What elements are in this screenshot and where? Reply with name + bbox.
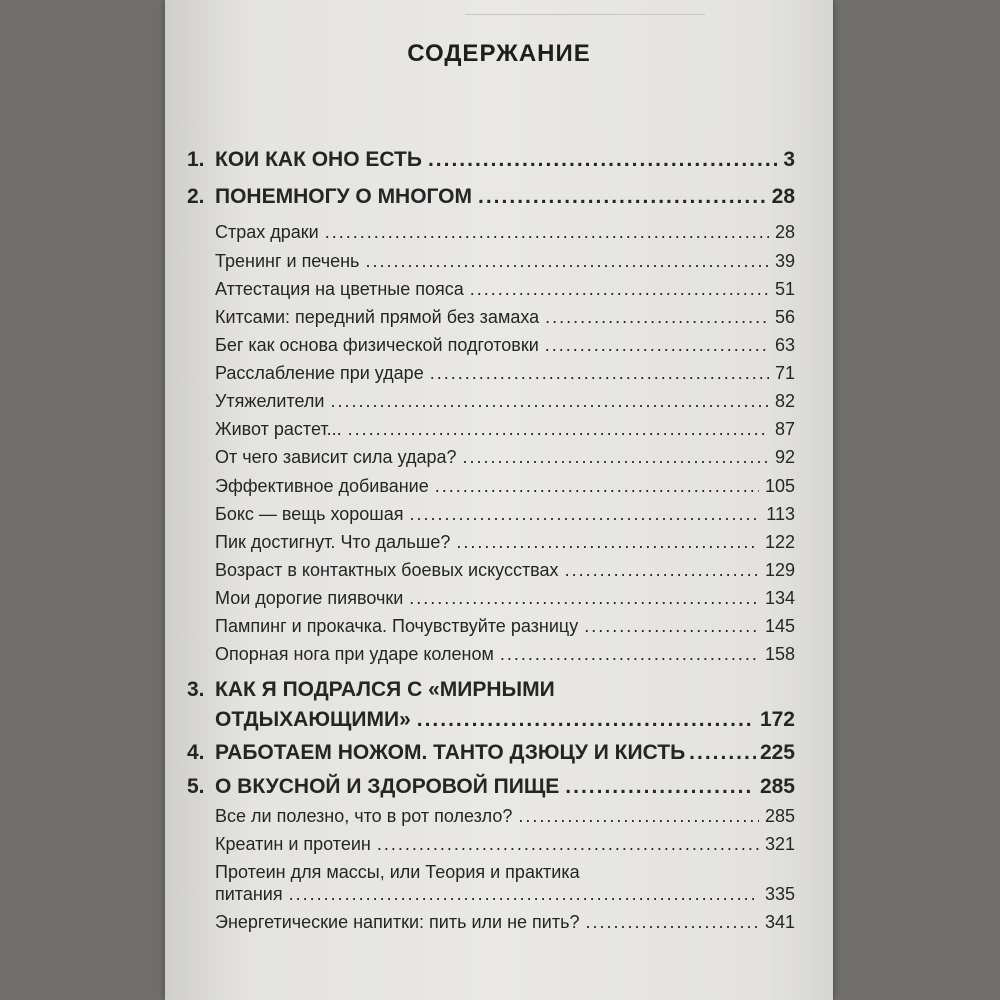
section-title: Живот растет...	[215, 419, 342, 439]
chapter-title: ПОНЕМНОГУ О МНОГОМ	[215, 185, 473, 208]
page-number: 172	[759, 708, 795, 731]
section-title: Расслабление при ударе	[215, 363, 424, 383]
toc-section[interactable]	[187, 419, 795, 440]
toc-section[interactable]	[187, 616, 795, 637]
section-title: Возраст в контактных боевых искусствах	[215, 560, 559, 580]
leader-dots	[478, 185, 766, 209]
toc-section[interactable]	[187, 222, 795, 243]
page-number: 3	[783, 148, 795, 171]
section-title: Эффективное добивание	[215, 476, 429, 496]
leader-dots	[463, 447, 769, 468]
toc-section[interactable]	[187, 363, 795, 384]
section-title: Утяжелители	[215, 391, 325, 411]
page-number: 134	[764, 588, 795, 608]
section-title: Китсами: передний прямой без замаха	[215, 307, 540, 327]
leader-dots	[689, 741, 756, 765]
toc-section[interactable]	[187, 335, 795, 356]
leader-dots	[565, 560, 759, 581]
leader-dots	[456, 532, 759, 553]
page-number: 321	[764, 834, 795, 854]
leader-dots	[409, 588, 759, 609]
page-number: 225	[759, 741, 795, 764]
chapter-title-continued: ОТДЫХАЮЩИМИ»	[215, 708, 411, 731]
toc-section[interactable]	[187, 912, 795, 933]
leader-dots	[518, 806, 759, 827]
toc-section[interactable]	[187, 560, 795, 581]
section-title: Протеин для массы, или Теория и практика	[215, 862, 580, 882]
toc-section[interactable]	[187, 504, 795, 525]
leader-dots	[545, 307, 769, 328]
leader-dots	[365, 251, 769, 272]
chapter-number: 2.	[187, 185, 205, 208]
section-title: Мои дорогие пиявочки	[215, 588, 404, 608]
chapter-title: КОИ КАК ОНО ЕСТЬ	[215, 148, 422, 171]
toc-chapter-3-continued[interactable]	[187, 708, 795, 732]
toc-section[interactable]	[187, 806, 795, 827]
leader-dots	[565, 775, 754, 799]
leader-dots	[500, 644, 759, 665]
toc-section[interactable]	[187, 391, 795, 412]
leader-dots	[585, 912, 758, 933]
page-number: 87	[774, 419, 795, 439]
leader-dots	[325, 222, 769, 243]
chapter-title: О ВКУСНОЙ И ЗДОРОВОЙ ПИЩЕ	[215, 775, 560, 798]
section-title: Тренинг и печень	[215, 251, 360, 271]
toc-chapter-1[interactable]	[187, 148, 795, 172]
section-title: Пампинг и прокачка. Почувствуйте разницу	[215, 616, 579, 636]
page-number: 105	[764, 476, 795, 496]
toc-chapter-2[interactable]	[187, 185, 795, 209]
toc-chapter-4[interactable]	[187, 741, 795, 765]
leader-dots	[289, 884, 759, 905]
page-number: 285	[764, 806, 795, 826]
toc-chapter-3[interactable]	[187, 678, 795, 702]
section-title: Пик достигнут. Что дальше?	[215, 532, 451, 552]
page-number: 341	[764, 912, 795, 932]
section-title: Аттестация на цветные пояса	[215, 279, 464, 299]
leader-dots	[470, 279, 769, 300]
page-number: 145	[764, 616, 795, 636]
section-title: Опорная нога при ударе коленом	[215, 644, 494, 664]
toc-section[interactable]	[187, 447, 795, 468]
leader-dots	[410, 504, 761, 525]
toc-section[interactable]	[187, 644, 795, 665]
page-title: СОДЕРЖАНИЕ	[407, 40, 591, 67]
toc-section-continued[interactable]	[187, 884, 795, 905]
page-number: 56	[774, 307, 795, 327]
chapter-title: КАК Я ПОДРАЛСЯ С «МИРНЫМИ	[215, 678, 555, 701]
leader-dots	[330, 391, 769, 412]
book-page	[165, 0, 833, 1000]
page-number: 71	[774, 363, 795, 383]
leader-dots	[377, 834, 759, 855]
toc-section[interactable]	[187, 251, 795, 272]
page-number: 92	[774, 447, 795, 467]
chapter-number: 3.	[187, 678, 205, 701]
page-number: 39	[774, 251, 795, 271]
toc-section[interactable]	[187, 279, 795, 300]
section-title: Энергетические напитки: пить или не пить?	[215, 912, 580, 932]
chapter-number: 1.	[187, 148, 205, 171]
page-number: 63	[774, 335, 795, 355]
section-title: Бег как основа физической подготовки	[215, 335, 539, 355]
page-number: 129	[764, 560, 795, 580]
leader-dots	[428, 148, 777, 172]
chapter-title: РАБОТАЕМ НОЖОМ. ТАНТО ДЗЮЦУ И КИСТЬ	[215, 741, 686, 764]
toc-section[interactable]	[187, 834, 795, 855]
leader-dots	[435, 476, 759, 497]
page-number: 113	[766, 504, 795, 524]
toc-section[interactable]	[187, 588, 795, 609]
section-title: Страх драки	[215, 222, 319, 242]
leader-dots	[348, 419, 769, 440]
page-number: 28	[771, 185, 795, 208]
page-number: 335	[764, 884, 795, 904]
toc-section[interactable]	[187, 476, 795, 497]
page-number: 285	[759, 775, 795, 798]
section-title-continued: питания	[215, 884, 283, 904]
section-title: От чего зависит сила удара?	[215, 447, 457, 467]
page-number: 28	[774, 222, 795, 242]
toc-chapter-5[interactable]	[187, 775, 795, 799]
chapter-number: 4.	[187, 741, 205, 764]
leader-dots	[584, 616, 759, 637]
section-title: Креатин и протеин	[215, 834, 371, 854]
toc-section[interactable]	[187, 307, 795, 328]
section-title: Бокс — вещь хорошая	[215, 504, 404, 524]
toc-section[interactable]	[187, 532, 795, 553]
leader-dots	[545, 335, 769, 356]
page-number: 158	[764, 644, 795, 664]
section-title: Все ли полезно, что в рот полезло?	[215, 806, 513, 826]
page-number: 122	[764, 532, 795, 552]
page-number: 51	[774, 279, 795, 299]
bleed-through-text	[465, 14, 705, 23]
leader-dots	[417, 708, 754, 732]
chapter-number: 5.	[187, 775, 205, 798]
page-number: 82	[774, 391, 795, 411]
leader-dots	[430, 363, 769, 384]
